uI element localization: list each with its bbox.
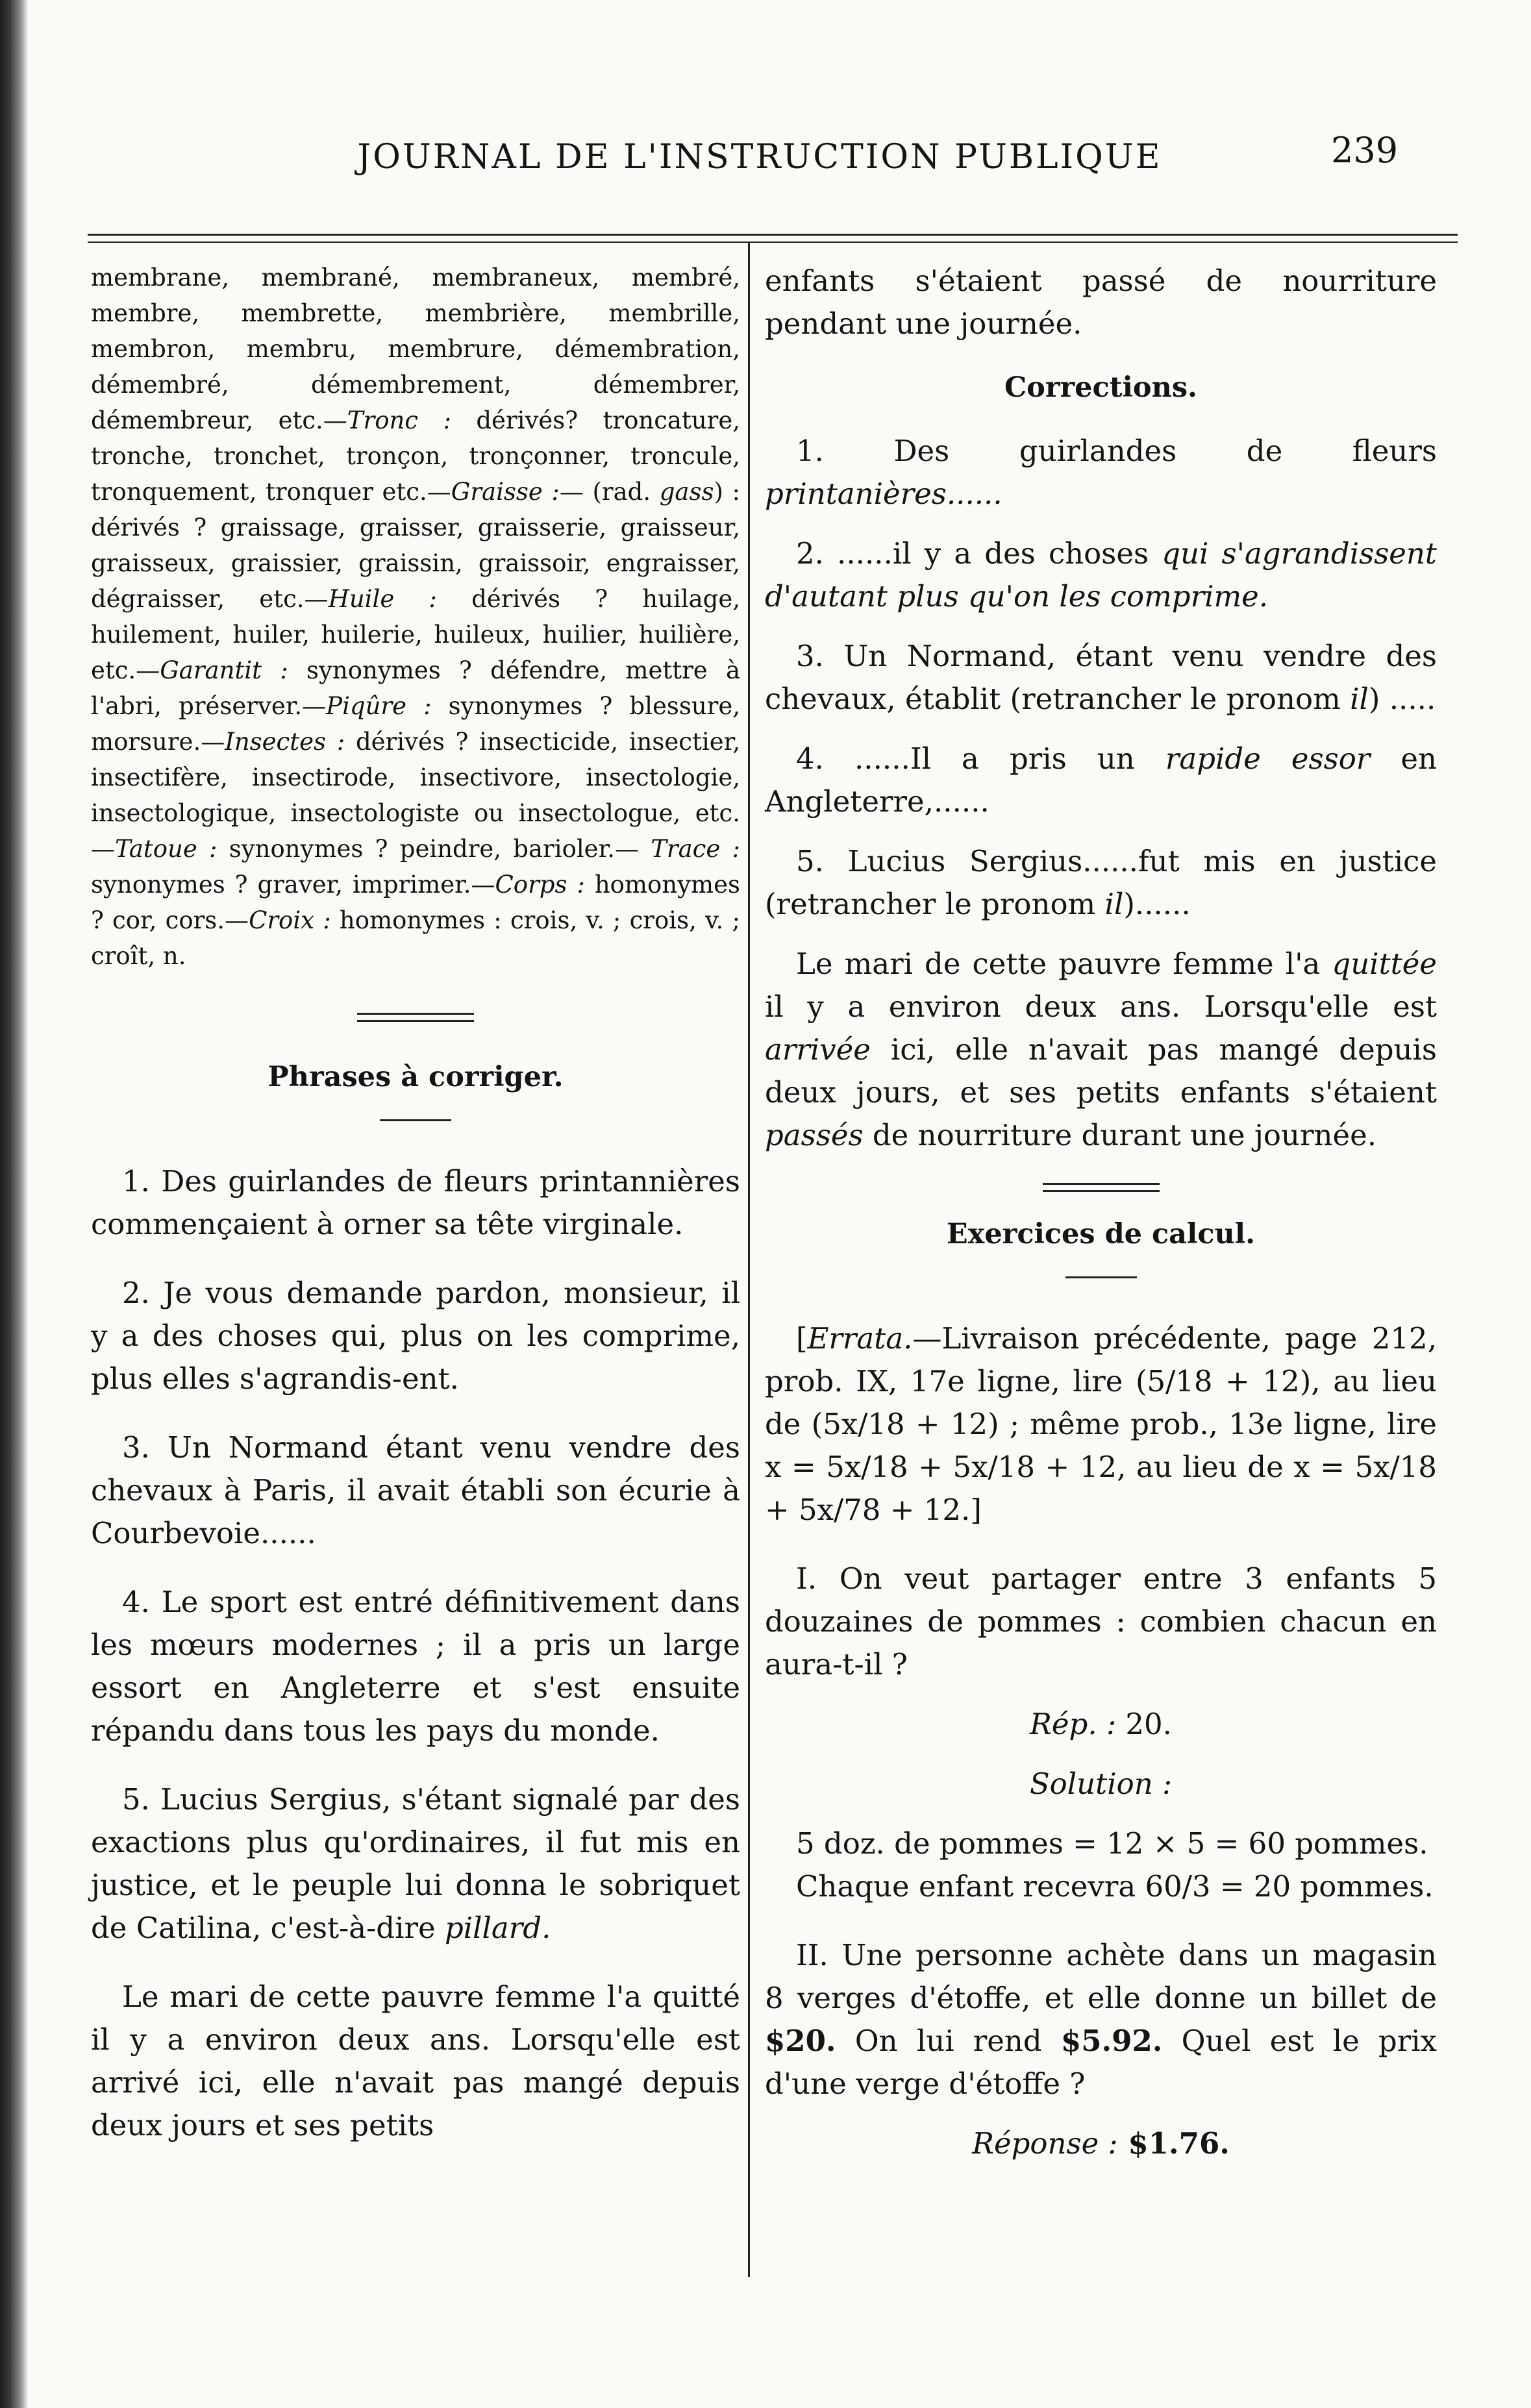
correction-text: Le mari de cette pauvre femme l'a	[796, 947, 1332, 981]
journal-title: JOURNAL DE L'INSTRUCTION PUBLIQUE	[357, 138, 1162, 177]
vocab-term: Piqûre :	[326, 692, 432, 720]
correction-text: ici, elle n'avait pas mangé depuis deux jours, et ses petits enfants s'étaient	[765, 1032, 1437, 1110]
vocab-term: Tronc :	[347, 406, 451, 434]
vocab-text: membrane, membrané, membraneux, membré, membre, membrette, membrière, membrille, membron, membru, membrure, démembration, démembré, démembrement, démembrer, démembreur, etc.—	[91, 264, 740, 434]
vocab-term: Garantit :	[160, 656, 288, 684]
phrase-5	[91, 1778, 740, 1950]
section-double-rule	[357, 1013, 474, 1022]
section-double-rule	[1043, 1183, 1160, 1192]
solution-line-2: Chaque enfant recevra 60/3 = 20 pommes.	[796, 1869, 1434, 1904]
phrase-3: 3. Un Normand étant venu vendre des chevaux à Paris, il avait établi son écurie à Courbevoie......	[91, 1430, 740, 1550]
correction-text: 2. ......il y a des choses	[796, 536, 1162, 571]
correction-italic: arrivée	[765, 1032, 871, 1067]
problem-text: II. Une personne achète dans un magasin 8 verges d'étoffe, et elle donne un billet de	[765, 1938, 1437, 2015]
answer-2	[765, 2122, 1437, 2165]
answer-value: $1.76.	[1117, 2126, 1230, 2161]
phrase-2: 2. Je vous demande pardon, monsieur, il y a des choses qui, plus on les comprime, plus elles s'agrandis-ent.	[91, 1276, 740, 1396]
vocab-term: Graisse :	[451, 478, 560, 506]
errata	[765, 1317, 1437, 1532]
correction-text: 4. ......Il a pris un	[796, 741, 1165, 776]
errata-text: —Livraison précédente, page 212, prob. IX, 17e ligne, lire (5/18 + 12), au lieu de (5x/18 + 12) ; même prob., 13e ligne, lire x = 5x/18 + 5x/18 + 12, au lieu de x = 5x/18 + 5x/78 + 12.]	[765, 1321, 1437, 1527]
correction-6	[765, 943, 1437, 1157]
vocab-text: synonymes ? peindre, barioler.—	[217, 835, 651, 863]
vocab-text: synonymes ? graver, imprimer.—	[91, 871, 495, 899]
correction-italic: il	[1350, 682, 1369, 716]
errata-bracket: [	[796, 1321, 808, 1356]
correction-text: )......	[1123, 887, 1191, 921]
solution-label	[765, 1763, 1437, 1806]
correction-4	[765, 738, 1437, 823]
book-binding-shadow	[0, 0, 29, 2408]
correction-text: ) .....	[1368, 682, 1436, 716]
problem-amount: $5.92.	[1060, 2024, 1163, 2058]
vocab-text: — (rad.	[559, 478, 660, 506]
vocab-term: gass	[659, 478, 714, 506]
correction-text: 3. Un Normand, étant venu vendre des chevaux, établit (retrancher le pronom	[765, 639, 1437, 716]
correction-text: 1. Des guirlandes de fleurs	[796, 434, 1437, 468]
vocabulary-paragraph	[91, 260, 740, 974]
correction-2	[765, 532, 1437, 618]
page-number: 239	[1331, 130, 1399, 171]
answer-label: Réponse :	[972, 2126, 1118, 2161]
correction-italic: printanières......	[765, 477, 1002, 511]
vocab-text: synonymes ? défendre, mettre à l'abri, préserver.—	[91, 656, 740, 720]
section-title-corrections: Corrections.	[1004, 371, 1198, 404]
correction-text: de nourriture durant une journée.	[863, 1118, 1377, 1152]
answer-label: Rép. :	[1030, 1707, 1117, 1741]
phrase-4: 4. Le sport est entré définitivement dans les mœurs modernes ; il a pris un large essort en Angleterre et s'est ensuite répandu dans tous les pays du monde.	[91, 1585, 740, 1748]
errata-label: Errata.	[807, 1321, 913, 1356]
vocab-text: ) : dérivés ? graissage, graisser, graisserie, graisseur, graisseux, graissier, graissin, graissoir, engraisser, dégraisser, etc.—	[91, 478, 740, 613]
phrase-5-text: 5. Lucius Sergius, s'étant signalé par des exactions plus qu'ordinaires, il fut mis en justice, et le peuple lui donna le sobriquet de Catilina, c'est-à-dire	[91, 1782, 740, 1945]
correction-italic: passés	[765, 1118, 864, 1152]
left-column	[91, 260, 740, 2147]
correction-1	[765, 430, 1437, 515]
vocab-term: Trace :	[651, 835, 740, 863]
vocab-term: Croix :	[249, 906, 331, 934]
problem-1: I. On veut partager entre 3 enfants 5 douzaines de pommes : combien chacun en aura-t-il ?	[765, 1561, 1437, 1682]
problem-text: Quel est le prix d'une verge d'étoffe ?	[765, 2024, 1437, 2101]
vocab-text: dérivés ? insecticide, insectier, insectifère, insectirode, insectivore, insectologie, insectologique, insectologiste ou insectologue, etc. —	[91, 728, 740, 863]
column-divider	[748, 242, 750, 2277]
header-rule-secondary	[88, 242, 1458, 243]
problem-amount: $20.	[765, 2024, 836, 2058]
right-column	[765, 260, 1437, 2165]
vocab-text: dérivés? troncature, tronche, tronchet, tronçon, tronçonner, troncule, tronquement, tronquer etc.—	[91, 406, 741, 506]
phrase-6-continued: enfants s'étaient passé de nourriture pendant une journée.	[765, 264, 1437, 341]
vocab-term: Huile :	[328, 585, 437, 613]
vocab-term: Insectes :	[225, 728, 345, 756]
correction-text: en Angleterre,......	[765, 741, 1438, 819]
correction-italic: rapide essor	[1165, 741, 1371, 776]
phrase-1: 1. Des guirlandes de fleurs printannières commençaient à orner sa tête virginale.	[91, 1164, 740, 1241]
correction-italic: il	[1104, 887, 1124, 921]
solution-line-1: 5 doz. de pommes = 12 × 5 = 60 pommes.	[796, 1826, 1428, 1861]
problem-2	[765, 1934, 1437, 2105]
correction-3	[765, 635, 1437, 721]
section-title-phrases: Phrases à corriger.	[268, 1061, 564, 1093]
correction-text: 5. Lucius Sergius......fut mis en justice (retrancher le pronom	[765, 844, 1437, 921]
correction-text: il y a environ deux ans. Lorsqu'elle est	[765, 989, 1437, 1024]
answer-value: 20.	[1116, 1707, 1172, 1741]
problem-text: On lui rend	[836, 2024, 1061, 2058]
solution-label-text: Solution :	[1029, 1767, 1173, 1801]
header-rule	[88, 234, 1458, 236]
vocab-text: dérivés ? huilage, huilement, huiler, huilerie, huileux, huilier, huilière, etc.—	[91, 585, 740, 684]
correction-italic: qui s'agrandissent d'autant plus qu'on les comprime.	[765, 536, 1437, 614]
answer-1	[765, 1703, 1437, 1746]
correction-italic: quittée	[1332, 947, 1437, 981]
vocab-term: Tatoue :	[115, 835, 218, 863]
phrase-6: Le mari de cette pauvre femme l'a quitté il y a environ deux ans. Lorsqu'elle est arrivé ici, elle n'avait pas mangé depuis deux jours et ses petits	[91, 1980, 740, 2142]
correction-5	[765, 840, 1437, 926]
vocab-text: synonymes ? blessure, morsure.—	[91, 692, 740, 756]
vocab-text: homonymes : crois, v. ; crois, v. ; croît, n.	[91, 906, 740, 970]
phrase-5-italic: pillard.	[444, 1911, 551, 1945]
vocab-text: homonymes ? cor, cors.—	[91, 871, 740, 934]
section-title-calcul: Exercices de calcul.	[946, 1218, 1256, 1250]
vocab-term: Corps :	[495, 871, 585, 899]
